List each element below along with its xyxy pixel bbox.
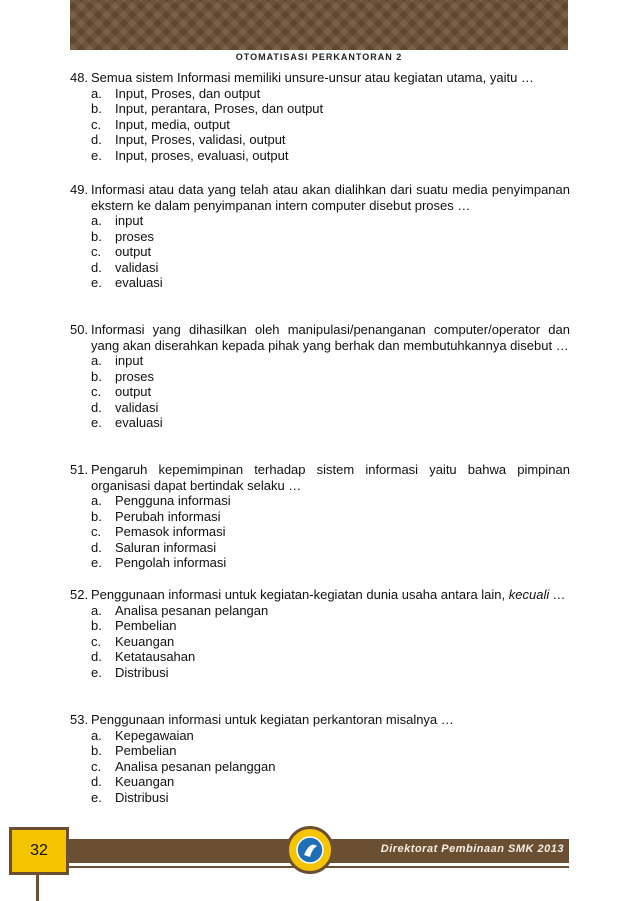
page-number-stem xyxy=(36,875,39,901)
question-number: 52. xyxy=(70,587,89,602)
footer-publisher: Direktorat Pembinaan SMK 2013 xyxy=(380,843,564,855)
option-c: c. Pemasok informasi xyxy=(91,524,226,539)
question-text: Informasi atau data yang telah atau akan dialihkan dari suatu media penyimpanan ekstern ke dalam penyimpanan intern computer disebut proses … xyxy=(91,182,570,213)
option-d: d. Saluran informasi xyxy=(91,539,217,555)
question-text: Pengaruh kepemimpinan terhadap sistem informasi yaitu bahwa pimpinan organisasi dapat bertindak selaku … xyxy=(91,462,570,493)
option-a: a. Pengguna informasi xyxy=(91,493,231,508)
option-c: c. Keuangan xyxy=(91,633,175,649)
option-a: a. Input, Proses, dan output xyxy=(91,85,261,101)
question-49 xyxy=(70,182,570,291)
page-number: 32 xyxy=(9,827,69,875)
option-a: a. Kepegawaian xyxy=(91,727,194,743)
option-b: b. Pembelian xyxy=(91,618,177,633)
question-number: 48. xyxy=(70,70,89,85)
option-d: d. Ketatausahan xyxy=(91,649,196,664)
question-number: 51. xyxy=(70,462,89,477)
question-number: 50. xyxy=(70,322,89,337)
question-number: 49. xyxy=(70,182,89,197)
question-52 xyxy=(70,587,570,680)
option-b: b. Pembelian xyxy=(91,743,177,758)
question-51 xyxy=(70,462,570,571)
option-e: e. Pengolah informasi xyxy=(91,555,227,570)
page-header-title: OTOMATISASI PERKANTORAN 2 xyxy=(235,52,403,62)
option-d: d. validasi xyxy=(91,399,159,415)
option-b: b. Input, perantara, Proses, dan output xyxy=(91,101,324,116)
header-decorative-band xyxy=(70,0,568,50)
ministry-emblem-icon xyxy=(286,826,334,874)
question-text-italic: kecuali … xyxy=(508,587,566,602)
option-a: a. input xyxy=(91,353,144,368)
option-e: e. evaluasi xyxy=(91,275,163,290)
question-text: Informasi yang dihasilkan oleh manipulasi/penanganan computer/operator dan yang akan diserahkan kepada pihak yang berhak dan membutuhkannya disebut … xyxy=(91,322,570,353)
option-e: e. evaluasi xyxy=(91,415,163,430)
question-stem xyxy=(70,462,570,493)
question-50 xyxy=(70,322,570,431)
question-stem xyxy=(70,322,570,353)
option-c: c. output xyxy=(91,384,152,399)
option-d: d. Input, Proses, validasi, output xyxy=(91,132,286,147)
question-48 xyxy=(70,70,570,163)
option-e: e. Distribusi xyxy=(91,789,169,805)
option-c: c. output xyxy=(91,244,152,259)
question-stem xyxy=(70,712,570,728)
question-text: Penggunaan informasi untuk kegiatan-kegiatan dunia usaha antara lain, xyxy=(91,587,506,602)
option-b: b. Perubah informasi xyxy=(91,508,221,524)
option-d: d. Keuangan xyxy=(91,774,175,789)
question-53 xyxy=(70,712,570,805)
question-stem xyxy=(70,587,570,603)
question-stem xyxy=(70,182,570,213)
option-c: c. Analisa pesanan pelanggan xyxy=(91,758,276,774)
option-a: a. Analisa pesanan pelangan xyxy=(91,602,269,618)
question-stem xyxy=(70,70,570,86)
option-d: d. validasi xyxy=(91,259,159,275)
option-b: b. proses xyxy=(91,368,155,384)
question-number: 53. xyxy=(70,712,89,727)
question-text: Semua sistem Informasi memiliki unsure-unsur atau kegiatan utama, yaitu … xyxy=(91,70,534,85)
option-c: c. Input, media, output xyxy=(91,116,230,132)
option-a: a. input xyxy=(91,213,144,228)
option-e: e. Input, proses, evaluasi, output xyxy=(91,147,289,163)
option-b: b. proses xyxy=(91,228,155,244)
question-text: Penggunaan informasi untuk kegiatan perkantoran misalnya … xyxy=(91,712,454,727)
option-e: e. Distribusi xyxy=(91,664,169,680)
